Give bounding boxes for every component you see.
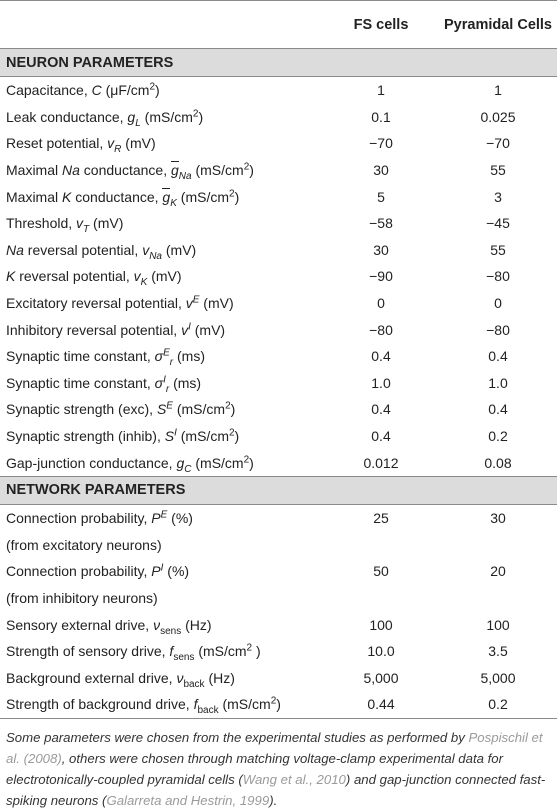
param-name: Connection probability, $P^I$ (%)	[6, 562, 190, 580]
param-name: Na reversal potential, $v_{Na}$ (mV)	[6, 241, 197, 262]
pyramidal-value: 55	[490, 241, 506, 258]
pyramidal-value: 3	[494, 188, 502, 205]
fs-value: 1.0	[371, 374, 391, 391]
table-row	[0, 396, 557, 423]
pyramidal-value: −70	[486, 135, 510, 152]
table-row	[0, 449, 557, 476]
section-neuron-parameters	[0, 49, 557, 77]
param-name: Gap-junction conductance, $g_C$ $(mS/cm^2)$	[6, 453, 254, 475]
pyramidal-value: 30	[490, 510, 506, 527]
param-name: Capacitance, C $(\mu F/cm^2)$	[6, 81, 160, 99]
fs-value: 30	[373, 241, 389, 258]
param-name: Maximal Na conductance, $g_{Na}$ $(mS/cm^2)$	[6, 161, 254, 182]
pyramidal-value: 0	[494, 295, 502, 312]
pyramidal-value: 0.4	[488, 348, 508, 365]
fs-value: −80	[369, 321, 393, 338]
pyramidal-value: 1.0	[488, 374, 508, 391]
param-name: Reset potential, $v_R$ (mV)	[6, 135, 156, 156]
pyramidal-value: 0.025	[480, 108, 516, 125]
header-pyramidal-cells: Pyramidal Cells	[439, 1, 557, 49]
param-name: Sensory external drive, $\nu_{sens}$ (Hz)	[6, 616, 212, 637]
fs-value: −70	[369, 135, 393, 152]
pyramidal-value: 20	[490, 563, 506, 580]
fs-value: 5	[377, 188, 385, 205]
param-name: Inhibitory reversal potential, $v^I$ (mV)	[6, 320, 226, 338]
table-row	[0, 423, 557, 450]
pyramidal-value: 1	[494, 82, 502, 99]
table-row	[0, 558, 557, 585]
fs-value: 50	[373, 563, 389, 580]
table-footnote: Some parameters were chosen from the experimental studies as performed by Pospischil et al. (2008), others were chosen through matching voltage-clamp experimental data for electrotonically-coupled pyramidal cells (Wang et al., 2010) and gap-junction connected fast-spiking neurons (Galarreta and Hestrin, 1999).	[6, 729, 546, 808]
citation-link-wang[interactable]: Wang et al., 2010	[242, 771, 346, 787]
table-row	[0, 316, 557, 343]
fs-value: 5,000	[363, 669, 399, 686]
pyramidal-value: 0.08	[484, 454, 512, 471]
pyramidal-value: 0.2	[488, 428, 508, 445]
param-name-continued: (from inhibitory neurons)	[6, 589, 158, 606]
section-title: NETWORK PARAMETERS	[0, 476, 557, 504]
fs-value: 0.4	[371, 348, 391, 365]
fs-value: 0.1	[371, 108, 391, 125]
pyramidal-value: 3.5	[488, 643, 508, 660]
citation-link-pospischil[interactable]: Pospischil et al. (2008)	[6, 729, 543, 766]
fs-value: −58	[369, 215, 393, 232]
fs-value: 25	[373, 510, 389, 527]
citation-link-galarreta[interactable]: Galarreta and Hestrin, 1999	[106, 792, 270, 808]
table-row	[0, 104, 557, 131]
fs-value: 0.4	[371, 401, 391, 418]
table-row	[0, 77, 557, 104]
param-name: Synaptic time constant, $\sigma^I_r$ (ms)	[6, 374, 202, 395]
param-name: Excitatory reversal potential, $v^E$ (mV)	[6, 294, 234, 312]
table-row	[0, 691, 557, 718]
param-name: Synaptic strength (inhib), $S^I$ $(mS/cm^2)$	[6, 427, 240, 445]
pyramidal-value: −45	[486, 215, 510, 232]
table-row	[0, 130, 557, 157]
param-name: K reversal potential, $v_K$ (mV)	[6, 268, 182, 289]
fs-value: −90	[369, 268, 393, 285]
param-name: Threshold, $v_T$ (mV)	[6, 215, 124, 236]
pyramidal-value: −80	[486, 321, 510, 338]
table-row	[0, 263, 557, 290]
pyramidal-value: 0.4	[488, 401, 508, 418]
pyramidal-value: 100	[486, 616, 510, 633]
param-name-continued: (from excitatory neurons)	[6, 536, 162, 553]
param-name: Background external drive, $\nu_{back}$ (Hz)	[6, 669, 235, 690]
fs-value: 0.012	[363, 454, 399, 471]
table-row	[0, 370, 557, 397]
fs-value: 100	[369, 616, 393, 633]
table-row	[0, 638, 557, 665]
section-network-parameters	[0, 476, 557, 504]
header-fs-cells: FS cells	[323, 1, 439, 49]
fs-value: 30	[373, 162, 389, 179]
param-name: Connection probability, $P^E$ (%)	[6, 509, 193, 527]
fs-value: 0	[377, 295, 385, 312]
table-row	[0, 183, 557, 210]
fs-value: 0.44	[323, 691, 439, 718]
param-name: Strength of sensory drive, $f_{sens}$ ($mS/cm^2$ )	[6, 642, 261, 663]
param-name: Leak conductance, $g_L$ $(mS/cm^2)$	[6, 108, 204, 129]
table-row	[0, 290, 557, 317]
param-name: Synaptic time constant, $\sigma^E_r$ (ms)	[6, 347, 205, 369]
fs-value: 1	[377, 82, 385, 99]
pyramidal-value: 5,000	[480, 669, 516, 686]
table-row	[0, 532, 557, 559]
table-row	[0, 664, 557, 691]
table-row	[0, 585, 557, 612]
table-row	[0, 237, 557, 264]
header-parameter	[0, 1, 323, 49]
fs-value: 0.4	[371, 428, 391, 445]
table-header-row	[0, 1, 557, 49]
table-row	[0, 611, 557, 638]
param-name: Maximal K conductance, $g_K$ $(mS/cm^2)$	[6, 188, 240, 209]
param-name: Synaptic strength (exc), $S^E$ $(mS/cm^2)$	[6, 400, 236, 418]
section-title: NEURON PARAMETERS	[0, 49, 557, 77]
table-row	[0, 343, 557, 370]
param-name: Strength of background drive, $f_{back}$ $(mS/cm^2)$	[0, 691, 323, 718]
pyramidal-value: 0.2	[439, 691, 557, 718]
table-row	[0, 210, 557, 237]
pyramidal-value: −80	[486, 268, 510, 285]
fs-value: 10.0	[367, 643, 395, 660]
table-row	[0, 504, 557, 531]
pyramidal-value: 55	[490, 162, 506, 179]
table-row	[0, 157, 557, 184]
